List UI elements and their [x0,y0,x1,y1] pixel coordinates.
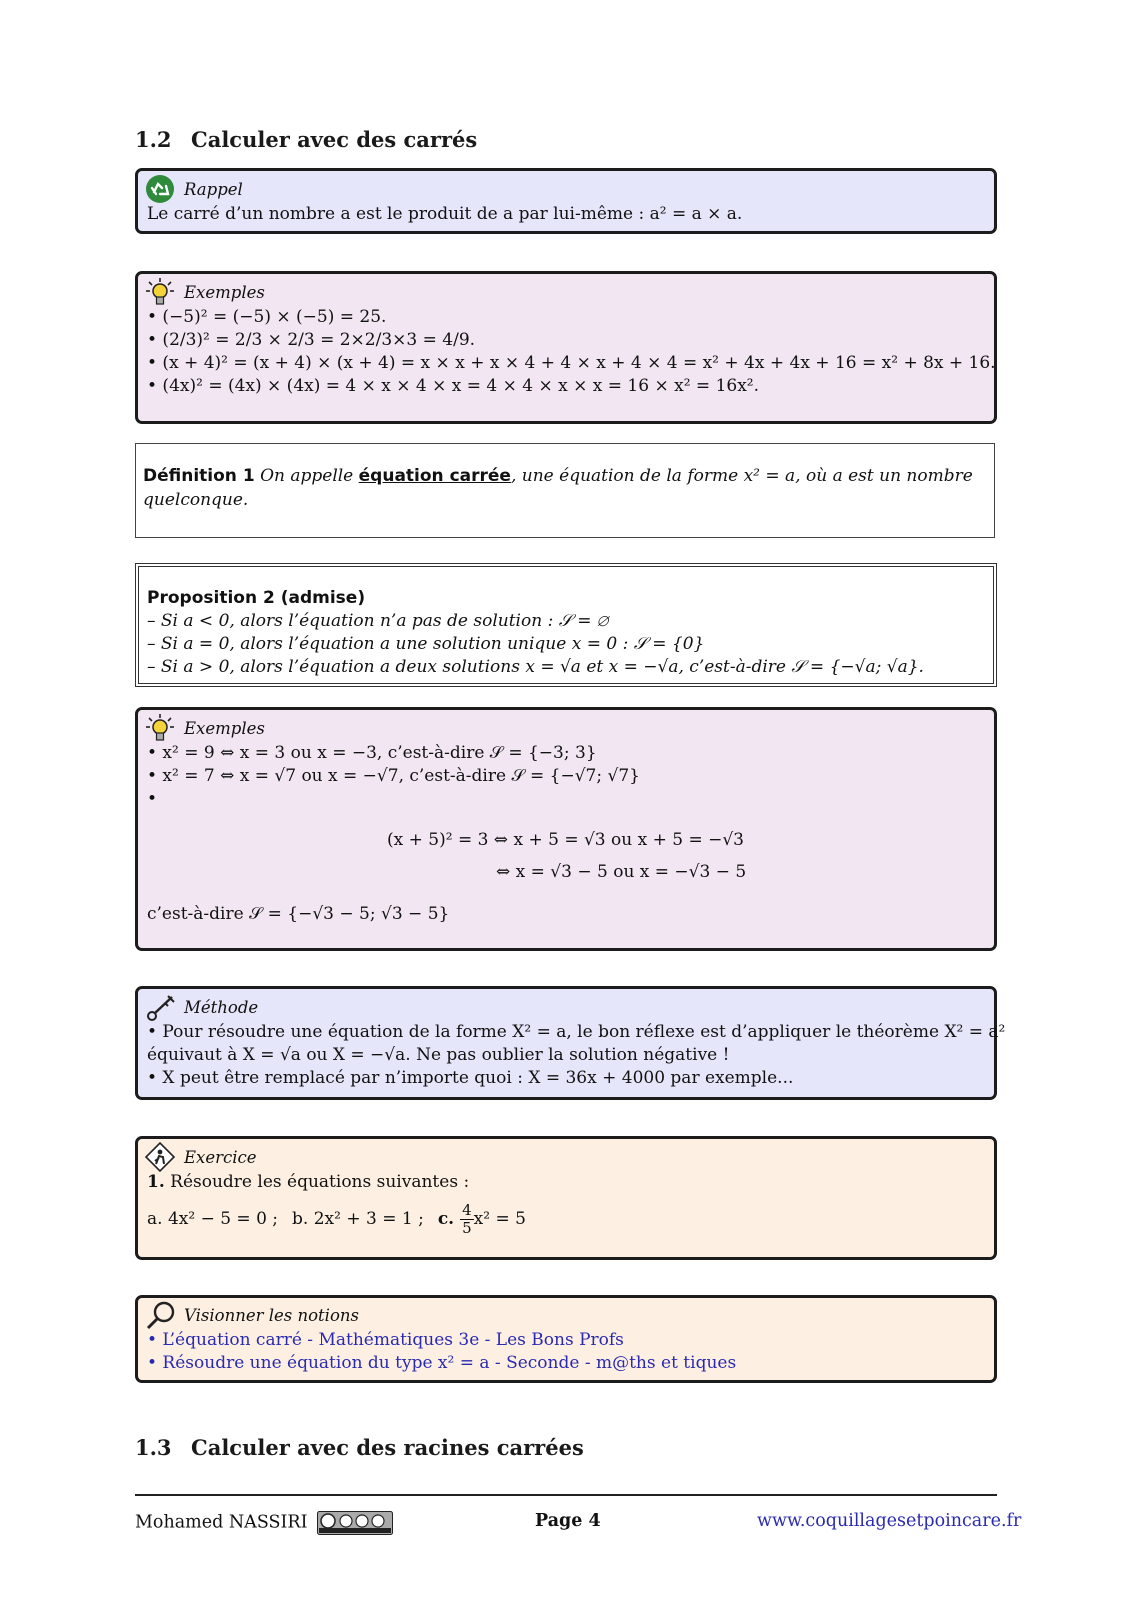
video-link-1[interactable]: • L’équation carré - Mathématiques 3e - Les Bons Profs [147,1330,624,1350]
definition-text-after: , une équation de la forme x² = a, où a est un nombre quelconque. [143,466,973,510]
worker-sign-icon [144,1142,180,1172]
definition-term: équation carrée [358,466,511,486]
section-heading-1-2 [135,127,477,152]
rappel-header [147,175,984,203]
definition-text-before: On appelle [260,466,354,486]
fraction-numerator: 4 [462,1201,472,1219]
methode-line-1: • Pour résoudre une équation de la forme X² = a, le bon réflexe est d’appliquer le théorème X² = a² [147,1022,1006,1042]
lightbulb-icon [144,713,180,743]
section-number: 1.2 [135,127,172,152]
visionner-title: Visionner les notions [184,1305,359,1325]
example-line-1: • (−5)² = (−5) × (−5) = 25. [147,307,387,327]
example2-equation-2: ⇔ x = √3 − 5 ou x = −√3 − 5 [496,862,747,882]
exercice-box [135,1136,997,1260]
methode-line-2: équivaut à X = √a ou X = −√a. Ne pas oublier la solution négative ! [147,1045,730,1065]
exercice-eq-b: b. 2x² + 3 = 1 ; [292,1209,424,1229]
exercice-eq-c-rest: x² = 5 [473,1209,526,1229]
proposition-label: Proposition 2 (admise) [147,588,366,608]
author-name: Mohamed NASSIRI [135,1512,308,1533]
proposition-line-1 [147,610,985,633]
footer-page: Page 4 [535,1511,601,1531]
example-line-2: • (2/3)² = 2/3 × 2/3 = 2×2/3×3 = 4/9. [147,330,476,350]
exercice-eq-c [438,1202,526,1237]
methode-box [135,986,1006,1100]
cc-license-icon [317,1511,393,1535]
section-title: Calculer avec des carrés [191,127,478,152]
visionner-box [135,1295,997,1383]
proposition-line-3 [147,656,985,679]
example2-conclusion: c’est-à-dire 𝒮 = {−√3 − 5; √3 − 5} [147,904,450,924]
methode-title: Méthode [184,997,259,1017]
methode-header [147,993,984,1021]
definition-box [135,443,995,538]
exemples-title: Exemples [184,282,265,302]
example2-line-3: • [147,789,158,809]
section-heading-1-3 [135,1435,584,1460]
proposition-line-2 [147,633,985,656]
rappel-text: Le carré d’un nombre a est le produit de a par lui-même : a² = a × a. [147,204,743,224]
recycle-icon [144,174,180,204]
magnifier-icon [144,1300,180,1330]
fraction [460,1202,474,1237]
exemples-header [147,278,984,306]
exercice-question-number: 1. [147,1172,165,1192]
rappel-title: Rappel [184,179,243,199]
rappel-box [135,168,997,234]
definition-label: Définition 1 [143,466,255,486]
example-line-3: • (x + 4)² = (x + 4) × (x + 4) = x × x + x × 4 + 4 × x + 4 × 4 = x² + 4x + 4x + 16 = x² + 8x + 16. [147,353,996,373]
exemples-header [147,714,984,742]
exemples-title: Exemples [184,718,265,738]
proposition-box [135,563,997,687]
proposition-text-3: – Si a > 0, alors l’équation a deux solutions x = √a et x = −√a, c’est-à-dire 𝒮 = {−√a; √a}. [147,657,924,677]
key-icon [144,992,180,1022]
exercice-title: Exercice [184,1147,257,1167]
video-link-2[interactable]: • Résoudre une équation du type x² = a - Seconde - m@ths et tiques [147,1353,737,1373]
methode-line-3: • X peut être remplacé par n’importe quoi : X = 36x + 4000 par exemple... [147,1068,794,1088]
exercice-eq-a: a. 4x² − 5 = 0 ; [147,1209,279,1229]
footer-rule [135,1494,997,1496]
section-number: 1.3 [135,1435,172,1460]
proposition-text-1: – Si a < 0, alors l’équation n’a pas de solution : 𝒮 = ∅ [147,611,609,631]
example-line-4: • (4x)² = (4x) × (4x) = 4 × x × 4 × x = 4 × 4 × x × x = 16 × x² = 16x². [147,376,760,396]
exercice-eq-c-label: c. [437,1209,455,1229]
exercice-header [147,1143,984,1171]
section-title: Calculer avec des racines carrées [191,1435,584,1460]
exercice-question-text: Résoudre les équations suivantes : [170,1172,470,1192]
example2-line-1: • x² = 9 ⇔ x = 3 ou x = −3, c’est-à-dire 𝒮 = {−3; 3} [147,743,597,763]
exercice-question [147,1171,984,1194]
exemples-box-1 [135,271,997,424]
example2-equation-1: (x + 5)² = 3 ⇔ x + 5 = √3 ou x + 5 = −√3 [387,830,744,850]
proposition-text-2: – Si a = 0, alors l’équation a une solution unique x = 0 : 𝒮 = {0} [147,634,705,654]
exemples-box-2 [135,707,997,951]
example2-line-2: • x² = 7 ⇔ x = √7 ou x = −√7, c’est-à-dire 𝒮 = {−√7; √7} [147,766,640,786]
footer-website-link[interactable]: www.coquillagesetpoincare.fr [757,1511,1022,1531]
fraction-denominator: 5 [462,1219,472,1237]
visionner-header [147,1301,984,1329]
footer-author [135,1511,393,1535]
lightbulb-icon [144,277,180,307]
exercice-equations [147,1202,984,1237]
